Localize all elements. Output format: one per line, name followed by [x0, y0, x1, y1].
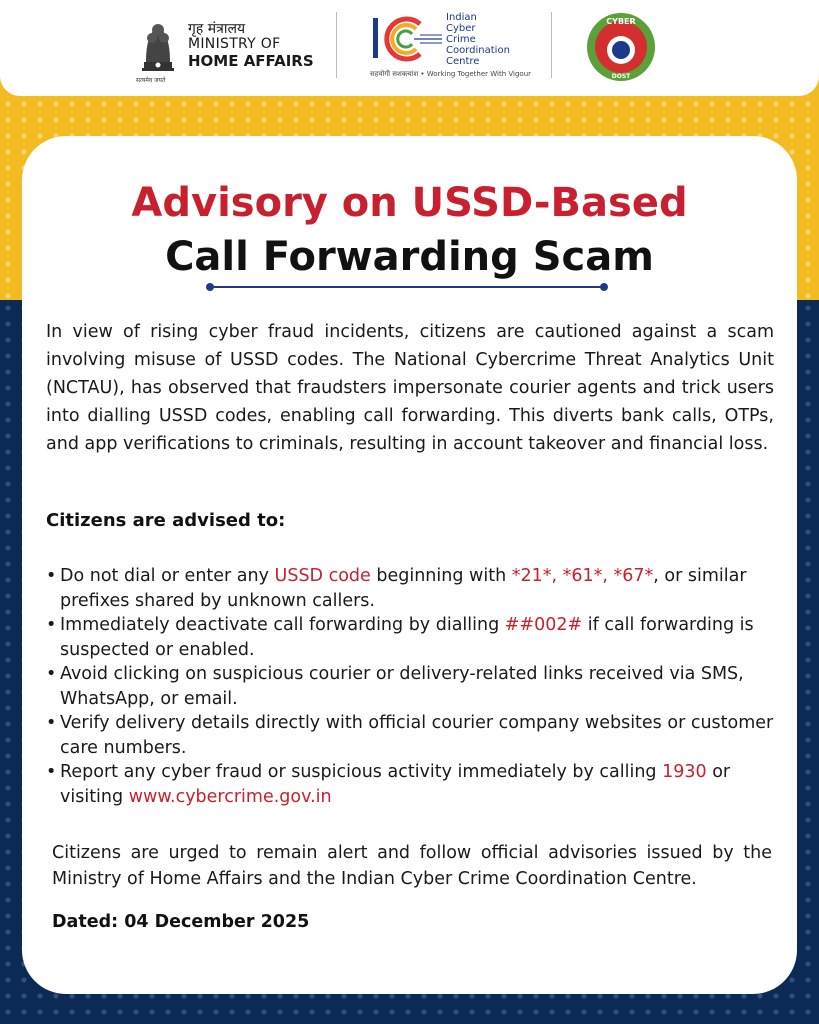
mha-line2: HOME AFFAIRS — [188, 51, 314, 70]
intro-paragraph: In view of rising cyber fraud incidents, citizens are cautioned against a scam involving misuse of USSD codes. The National Cybercrime Threat Analytics Unit (NCTAU), has observed that fraudsters impersonate courier agents and trick users into dialling USSD codes, enabling call forwarding. This diverts bank calls, OTPs, and app verifications to criminals, resulting in account takeover and financial loss. — [46, 322, 774, 454]
list-item — [46, 760, 786, 809]
i4c-logo-icon — [370, 10, 446, 68]
title-divider — [210, 286, 604, 288]
advice-list — [46, 564, 786, 809]
bullet-dot: • — [46, 713, 57, 733]
list-item — [46, 711, 786, 760]
bullet-dot: • — [46, 762, 57, 782]
i4c-text — [446, 12, 510, 67]
bullet-text: Do not dial or enter any — [60, 566, 275, 586]
bullet-text: beginning with — [370, 566, 512, 586]
bullet-dot: • — [46, 615, 57, 635]
i4c-line: Coordination — [446, 45, 510, 56]
bullet-text: Avoid clicking on suspicious courier or delivery-related links received via SMS, WhatsApp, or email. — [60, 664, 744, 709]
title-line2: Call Forwarding Scam — [165, 234, 654, 280]
advised-heading: Citizens are advised to: — [46, 510, 286, 531]
mha-hindi-text: गृह मंत्रालय — [188, 21, 246, 37]
i4c-logo — [370, 10, 540, 82]
advisory-card — [22, 136, 797, 994]
bullet-text: Verify delivery details directly with official courier company websites or customer care numbers. — [60, 713, 774, 758]
header-divider — [551, 12, 552, 78]
title-line1: Advisory on USSD-Based — [131, 180, 688, 226]
dated-line: Dated: 04 December 2025 — [52, 912, 310, 932]
bullet-dot: • — [46, 664, 57, 684]
bullet-text: , or similar prefixes shared by unknown callers. — [60, 566, 747, 611]
logo-header — [0, 0, 819, 96]
bullet-text: Immediately deactivate call forwarding by dialling — [60, 615, 505, 635]
bullet-dot: • — [46, 566, 57, 586]
header-divider — [336, 12, 337, 78]
helpline-number: 1930 — [662, 762, 707, 782]
emblem-caption: सत्यमेव जयते — [136, 77, 166, 84]
dost-bottom-text: DOST — [611, 73, 631, 80]
list-item — [46, 564, 786, 613]
highlight-text: *21*, *61*, *67* — [511, 566, 654, 586]
bullet-text: or visiting — [60, 762, 731, 807]
i4c-tagline: सहयोगी सशक्त्यांश • Working Together With Vigour — [370, 70, 532, 78]
cyber-dost-logo-icon — [586, 12, 656, 82]
bullet-text: Report any cyber fraud or suspicious activity immediately by calling — [60, 762, 663, 782]
highlight-text: ##002# — [504, 615, 583, 635]
closing-paragraph: Citizens are urged to remain alert and follow official advisories issued by the Ministry of Home Affairs and the Indian Cyber Crime Coordination Centre. — [52, 843, 772, 889]
i4c-line: Cyber — [446, 23, 476, 34]
i4c-line: Centre — [446, 56, 480, 67]
mha-logo — [136, 12, 326, 82]
mha-line1: MINISTRY OF — [188, 36, 281, 53]
list-item — [46, 662, 786, 711]
highlight-text: USSD code — [274, 566, 371, 586]
i4c-line: Indian — [446, 12, 477, 23]
list-item — [46, 613, 786, 662]
i4c-line: Crime — [446, 34, 476, 45]
cybercrime-portal-link[interactable]: www.cybercrime.gov.in — [128, 786, 332, 807]
bullet-text: if call forwarding is suspected or enabled. — [60, 615, 754, 660]
dost-top-text: CYBER — [606, 17, 636, 26]
national-emblem-icon — [136, 12, 180, 82]
